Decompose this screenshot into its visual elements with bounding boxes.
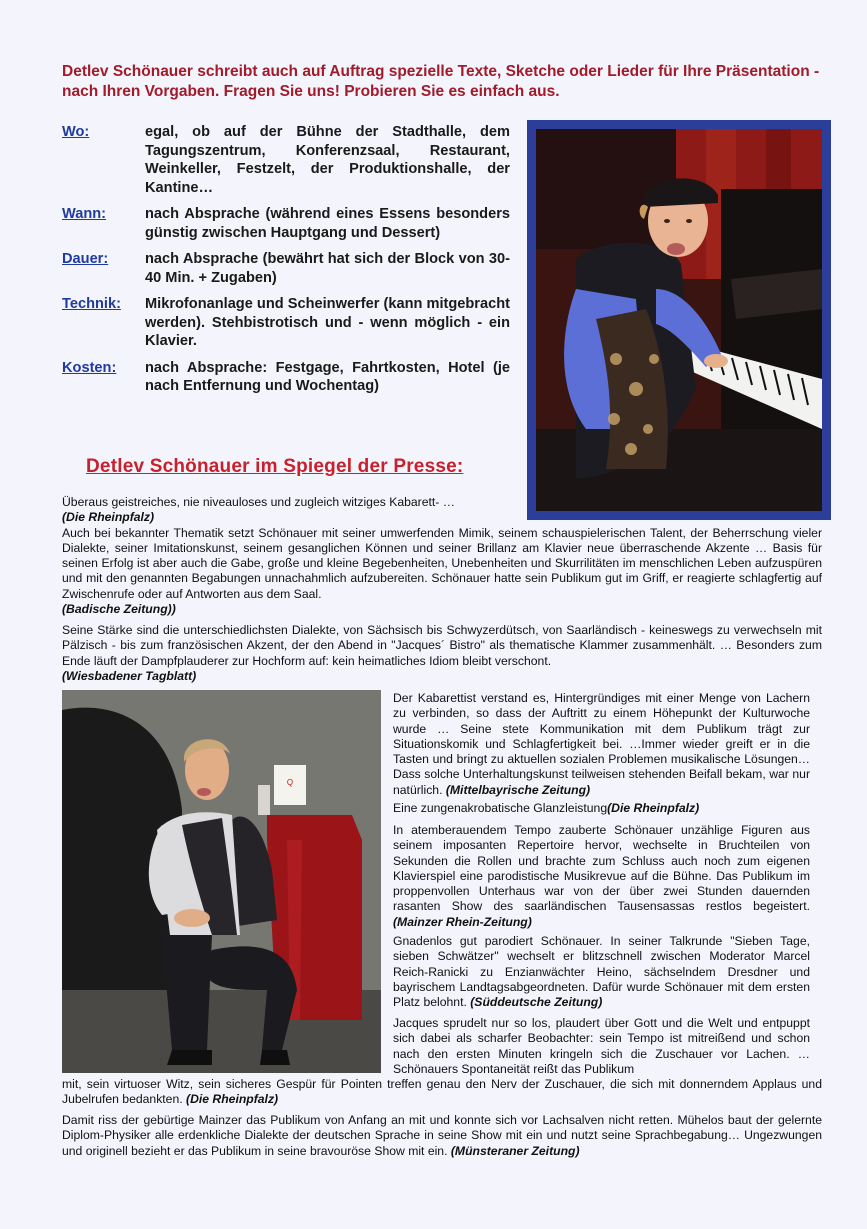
- press-quotes-top: [62, 495, 822, 617]
- info-value: egal, ob auf der Bühne der Stadthalle, dem Tagungszentrum, Konferenzsaal, Restaurant, Weinkeller, Festzelt, der Produktionshalle, der Kantine…: [145, 124, 510, 196]
- info-value: nach Absprache: Festgage, Fahrtkosten, Hotel (je nach Entfernung und Wochentag): [145, 359, 510, 394]
- photo-performer-at-piano: [536, 129, 822, 511]
- info-list: [62, 123, 510, 404]
- info-value: nach Absprache (während eines Essens besonders günstig zwischen Hauptgang und Dessert): [145, 206, 510, 241]
- quote-source: (Mittelbayrische Zeitung): [445, 782, 591, 797]
- quote-text: Jacques sprudelt nur so los, plaudert über Gott und die Welt und entpuppt sich dabei als scharfer Beobachter: sein Tempo ist mitreißend und schon nach den ersten Minuten kringeln sich die Zuschauer vor Lachen. …Schönauers Spontaneität reißt das Publikum: [393, 1016, 810, 1076]
- info-value: nach Absprache (bewährt hat sich der Block von 30-40 Min. + Zugaben): [145, 251, 510, 286]
- quote-source: (Münsteraner Zeitung): [450, 1143, 580, 1158]
- quote-text: Der Kabarettist verstand es, Hintergründiges mit einer Menge von Lachern zu verbinden, so dass der Auftritt zu einem Höhepunkt der Kulturwoche wurde … Seine stete Kommunikation mit dem Publikum trägt zur Situationskomik und Schlagfertigkeit bei. …Immer wieder greift er in die Tasten und bringt zu aktuellen sozialen Problemen musikalische Lösungen… Dass solche Unterhaltungskunst teilweisen stehenden Beifall bekam, war nur natürlich.: [393, 691, 810, 797]
- info-row-duration: [62, 250, 510, 287]
- press-section-title: Detlev Schönauer im Spiegel der Presse:: [86, 456, 464, 477]
- quote-text: Damit riss der gebürtige Mainzer das Publikum von Anfang an mit und konnte sich vor Lachsalven nicht retten. Mühelos baut der gelernte Diplom-Physiker alle erdenkliche Dialekte der deutschen Sprache in seine Show mit ein und nutzt seine Sprachbegabung… Ungezwungen und originell bezieht er das Publikum in seine bravouröse Show mit ein.: [62, 1113, 822, 1158]
- press-quote-wiesbaden: [62, 623, 822, 684]
- press-quote-sueddeutsche: [393, 934, 810, 1010]
- quote-source: (Badische Zeitung)): [62, 602, 176, 617]
- press-quote-rheinpfalz-b: [62, 1077, 822, 1108]
- quote-source: (Mainzer Rhein-Zeitung): [393, 914, 532, 929]
- info-row-technik: [62, 295, 510, 351]
- photo-performer-seated: [62, 690, 381, 1073]
- quote-text: Seine Stärke sind die unterschiedlichsten Dialekte, von Sächsisch bis Schwyzerdütsch, von Saarländisch - keineswegs zu verwechseln mit Pälzisch - bis zum französischen Akzent, der den Abend in "Jacques´ Bistro" als thematische Klammer zusammenhält. … Besonders zum Ende läuft der Dampfplauderer zur Hochform auf: kein heimatliches Idiom bleibt verschont.: [62, 623, 822, 668]
- info-key: Wann:: [62, 206, 107, 222]
- press-quote-mainz: [393, 823, 810, 930]
- quote-text: Auch bei bekannter Thematik setzt Schönauer mit seiner umwerfenden Mimik, seinem schauspielerischen Talent, der Beherrschung vieler Dialekte, seiner Imitationskunst, seinem gesanglichen Können und seiner Brillanz am Klavier neue überraschende Akzente … Basis für seinen Erfolg ist aber auch die Gabe, große und kleine Begebenheiten, Unebenheiten und Skurrilitäten im menschlichen Leben aufzuspüren und mit den genannten Begabungen unnachahmlich aufzubereiten. Schönauer hatte sein Publikum gut im Griff, er reagierte schlagfertig auf Zwischenrufe oder auf Antworten aus dem Saal.: [62, 525, 822, 601]
- info-row-where: [62, 123, 510, 197]
- quote-source: (Die Rheinpfalz): [607, 801, 700, 815]
- svg-text:Q: Q: [286, 778, 294, 787]
- quote-source: (Die Rheinpfalz): [62, 510, 155, 525]
- press-column-right: [393, 691, 810, 798]
- info-value: Mikrofonanlage und Scheinwerfer (kann mitgebracht werden). Stehbistrotisch und - wenn möglich - ein Klavier.: [145, 296, 510, 349]
- info-row-costs: [62, 359, 510, 396]
- press-quote-muenster: [62, 1113, 822, 1159]
- quote-text: mit, sein virtuoser Witz, sein sicheres Gespür für Pointen treffen genau den Nerv der Zuschauer, die sich mit donnerndem Applaus und Jubelrufen bedankten.: [62, 1077, 822, 1107]
- quote-source: (Süddeutsche Zeitung): [470, 995, 603, 1010]
- info-key: Technik:: [62, 296, 121, 312]
- photo-piano-frame: [527, 120, 831, 520]
- quote-text: Eine zungenakrobatische Glanzleistung: [393, 801, 608, 815]
- quote-text: In atemberauendem Tempo zauberte Schönauer unzählige Figuren aus seinem imposanten Repertoire hervor, wechselte in Bruchteilen von Sekunden die Rollen und brachte zum Schluss auch noch zum eigenen Klavierspiel eine parodistische Musikrevue auf die Bühne. Das Publikum im proppenvollen Unterhaus war von der über zwei Stunden dauernden rasanten Show des saarländischen Tausensassas restlos begeistert.: [393, 823, 810, 914]
- intro-heading: Detlev Schönauer schreibt auch auf Auftrag spezielle Texte, Sketche oder Lieder für Ihre Präsentation - nach Ihren Vorgaben. Fragen Sie uns! Probieren Sie es einfach aus.: [62, 63, 820, 100]
- photo-stage: [62, 690, 381, 1073]
- press-quote-rheinpfalz-a: [393, 1016, 810, 1077]
- quote-text: Überaus geistreiches, nie niveauloses und zugleich witziges Kabarett- …: [62, 495, 455, 509]
- info-key: Dauer:: [62, 251, 109, 267]
- info-key: Wo:: [62, 124, 90, 140]
- info-row-when: [62, 205, 510, 242]
- info-key: Kosten:: [62, 359, 117, 376]
- quote-source: (Die Rheinpfalz): [186, 1092, 279, 1107]
- quote-source: (Wiesbadener Tagblatt): [62, 668, 197, 683]
- press-quote-glanzleistung: [393, 801, 810, 816]
- quote-text: Gnadenlos gut parodiert Schönauer. In seiner Talkrunde "Sieben Tage, sieben Schwätzer" wechselt er blitzschnell zwischen Moderator Marcel Reich-Ranicki zu Enzianwächter Heino, sächselndem Dresdner und bayrischem Landtagsabgeordneten. Dafür wurde Schönauer mit dem ersten Platz belohnt.: [393, 934, 810, 1010]
